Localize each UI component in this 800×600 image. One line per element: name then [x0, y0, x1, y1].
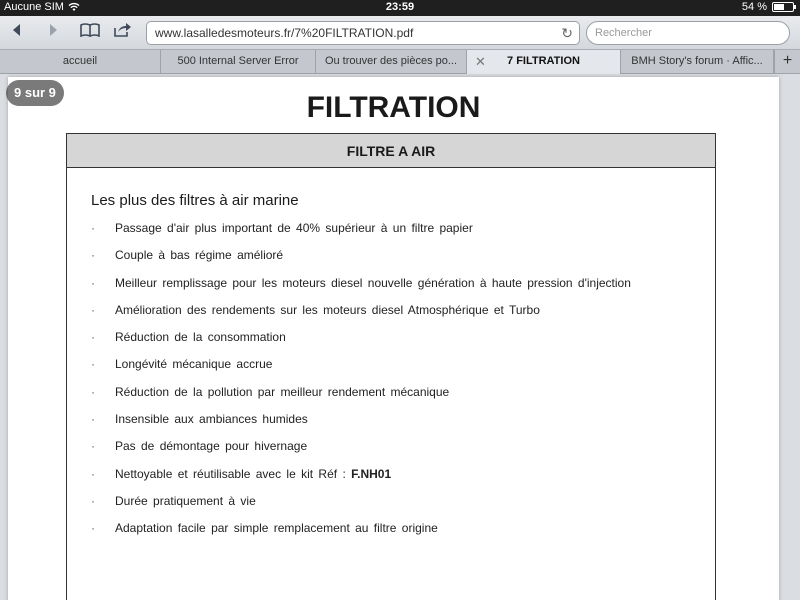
- bullet-text: Insensible aux ambiances humides: [115, 412, 308, 427]
- battery-fill: [774, 4, 784, 10]
- bullet-item: [91, 439, 631, 466]
- battery-icon: [772, 2, 794, 12]
- tab-server-error[interactable]: 500 Internal Server Error: [161, 50, 316, 74]
- bullet-mark: ·: [91, 466, 95, 481]
- forward-button[interactable]: [40, 21, 66, 45]
- bullet-text: Adaptation facile par simple remplacement au filtre origine: [115, 521, 438, 536]
- share-icon: [114, 23, 132, 37]
- bookmarks-button[interactable]: [77, 21, 103, 45]
- status-bar: [0, 0, 800, 16]
- pdf-page: [8, 77, 779, 600]
- bullet-text: Amélioration des rendements sur les moteurs diesel Atmosphérique et Turbo: [115, 302, 540, 317]
- bullet-mark: ·: [91, 357, 95, 372]
- bullet-item: [91, 467, 631, 494]
- tab-bmh-forum[interactable]: BMH Story's forum · Affic...: [621, 50, 774, 74]
- url-text: www.lasalledesmoteurs.fr/7%20FILTRATION.pdf: [155, 26, 414, 40]
- bullet-item: [91, 385, 631, 412]
- bullet-mark: ·: [91, 248, 95, 263]
- kit-reference: F.NH01: [351, 466, 392, 481]
- bullet-item: [91, 494, 631, 521]
- carrier-label: Aucune SIM: [4, 1, 64, 13]
- new-tab-button[interactable]: +: [774, 50, 800, 74]
- book-icon: [80, 23, 100, 37]
- tab-accueil[interactable]: accueil: [0, 50, 161, 74]
- back-arrow-icon: [10, 23, 24, 37]
- status-right: [742, 1, 794, 13]
- bullet-item: [91, 357, 631, 384]
- share-button[interactable]: [110, 21, 136, 45]
- search-input[interactable]: Rechercher: [586, 21, 790, 45]
- bullet-item: [91, 521, 631, 548]
- tab-filtration[interactable]: [467, 50, 621, 74]
- content-box: [66, 133, 716, 600]
- bullet-text: Couple à bas régime amélioré: [115, 248, 284, 263]
- bullet-list: [91, 221, 631, 549]
- tab-bar: [0, 50, 800, 74]
- bullet-item: [91, 248, 631, 275]
- box-header: FILTRE A AIR: [67, 134, 715, 168]
- bullet-mark: ·: [91, 412, 95, 427]
- bullet-text: Réduction de la consommation: [115, 330, 286, 345]
- battery-percent: 54 %: [741, 1, 767, 13]
- bullet-mark: ·: [91, 521, 95, 536]
- document-title: FILTRATION: [306, 91, 481, 124]
- bullet-item: [91, 412, 631, 439]
- bullet-text: Passage d'air plus important de 40% supérieur à un filtre papier: [115, 221, 473, 235]
- bullet-text: Longévité mécanique accrue: [115, 357, 273, 372]
- reload-icon[interactable]: ↻: [561, 25, 573, 41]
- clock: 23:59: [385, 1, 415, 13]
- close-tab-icon[interactable]: ✕: [475, 54, 486, 69]
- bullet-mark: ·: [91, 439, 95, 454]
- page-indicator: 9 sur 9: [6, 80, 64, 106]
- tab-pieces[interactable]: Ou trouver des pièces po...: [316, 50, 467, 74]
- bullet-mark: ·: [91, 330, 95, 345]
- bullet-text: Durée pratiquement à vie: [115, 493, 256, 508]
- address-bar[interactable]: [146, 21, 580, 45]
- bullet-item: [91, 303, 631, 330]
- browser-toolbar: [0, 16, 800, 50]
- bullet-mark: ·: [91, 493, 95, 508]
- bullet-text: Meilleur remplissage pour les moteurs diesel nouvelle génération à haute pression d'injection: [115, 275, 631, 290]
- bullet-text: Pas de démontage pour hivernage: [115, 439, 308, 454]
- tab-filtration-label: 7 FILTRATION: [507, 55, 580, 67]
- forward-arrow-icon: [46, 23, 60, 37]
- section-heading: Les plus des filtres à air marine: [91, 192, 299, 209]
- bullet-mark: ·: [91, 275, 95, 290]
- bullet-item: [91, 330, 631, 357]
- back-button[interactable]: [4, 21, 30, 45]
- bullet-mark: ·: [91, 221, 95, 235]
- bullet-mark: ·: [91, 302, 95, 317]
- bullet-item: [91, 276, 631, 303]
- bullet-text: Nettoyable et réutilisable avec le kit Réf :: [115, 466, 346, 481]
- bullet-text: Réduction de la pollution par meilleur rendement mécanique: [115, 384, 450, 399]
- pdf-viewer[interactable]: [0, 74, 800, 600]
- bullet-item: [91, 221, 631, 248]
- bullet-mark: ·: [91, 384, 95, 399]
